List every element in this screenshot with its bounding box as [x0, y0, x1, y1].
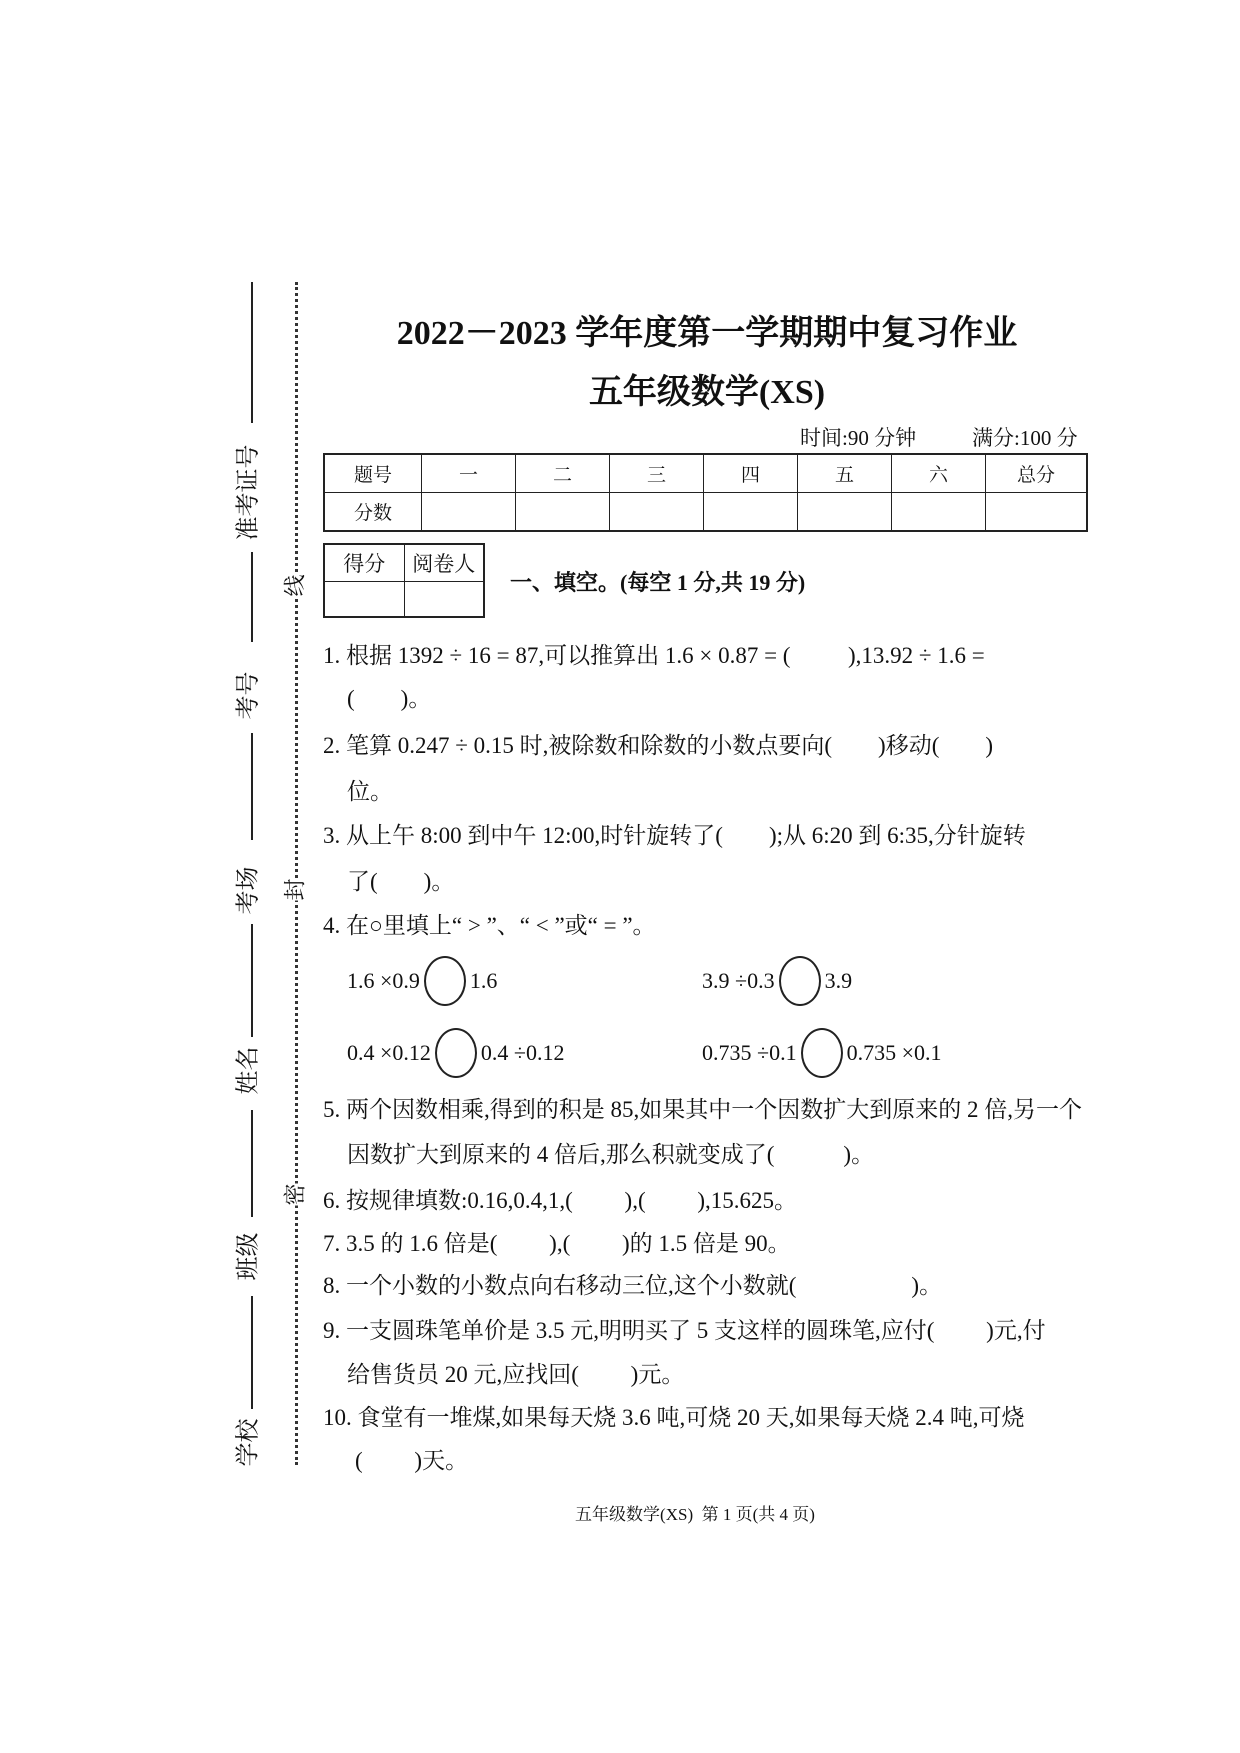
label-exam-id: 准考证号: [235, 444, 262, 541]
comparison-item: [347, 1028, 565, 1078]
header-cell: 二: [516, 454, 610, 493]
header-cell: 一: [422, 454, 516, 493]
question-7: 7. 3.5 的 1.6 倍是( ),( )的 1.5 倍是 90。: [323, 1231, 791, 1256]
question-10: 10. 食堂有一堆煤,如果每天烧 3.6 吨,可烧 20 天,如果每天烧 2.4 吨,可烧: [323, 1405, 1025, 1430]
score-cell[interactable]: [892, 493, 986, 532]
grader-score-cell[interactable]: [324, 581, 404, 617]
label-exam-room: 考场: [235, 866, 262, 915]
header-cell: 四: [704, 454, 798, 493]
seal-char-seal: 封: [279, 878, 310, 900]
exam-time: 时间:90 分钟: [800, 426, 917, 450]
header-cell: 五: [798, 454, 892, 493]
score-cell[interactable]: [704, 493, 798, 532]
comparison-left: 0.4 ×0.12: [347, 1040, 431, 1065]
answer-circle[interactable]: [801, 1028, 843, 1078]
question-2: 2. 笔算 0.247 ÷ 0.15 时,被除数和除数的小数点要向( )移动( ): [323, 733, 994, 758]
comparison-item: [347, 956, 497, 1006]
label-class: 班级: [235, 1232, 262, 1281]
section-heading: 一、填空。(每空 1 分,共 19 分): [510, 570, 806, 595]
question-1: 1. 根据 1392 ÷ 16 = 87,可以推算出 1.6 × 0.87 = ( ),13.92 ÷ 1.6 =: [323, 643, 985, 668]
full-score: 满分:100 分: [972, 426, 1078, 450]
label-name: 姓名: [235, 1046, 262, 1095]
seal-char-secret: 密: [279, 1183, 310, 1205]
seal-dotted-line: [295, 282, 298, 1465]
comparison-right: 0.735 ×0.1: [846, 1040, 942, 1065]
answer-circle[interactable]: [779, 956, 821, 1006]
grader-score-label: 得分: [324, 544, 404, 581]
exam-subtitle: 五年级数学(XS): [588, 374, 826, 411]
score-cell[interactable]: [422, 493, 516, 532]
margin-line: [251, 552, 253, 642]
comparison-item: [702, 1028, 942, 1078]
row-label: 分数: [324, 493, 422, 532]
score-table: [323, 453, 1088, 532]
question-9-cont: 给售货员 20 元,应找回( )元。: [347, 1362, 685, 1387]
grader-name-label: 阅卷人: [404, 544, 484, 581]
question-3-cont: 了( )。: [347, 869, 455, 894]
question-8: 8. 一个小数的小数点向右移动三位,这个小数就( )。: [323, 1273, 943, 1298]
grader-name-cell[interactable]: [404, 581, 484, 617]
header-cell: 三: [610, 454, 704, 493]
margin-line: [251, 1110, 253, 1217]
grader-box: [323, 543, 485, 618]
score-cell[interactable]: [610, 493, 704, 532]
seal-char-line: 线: [279, 574, 310, 596]
question-10-cont: ( )天。: [355, 1448, 469, 1473]
comparison-right: 0.4 ÷0.12: [480, 1040, 565, 1065]
answer-circle[interactable]: [424, 956, 466, 1006]
comparison-right: 1.6: [469, 968, 498, 993]
comparison-left: 1.6 ×0.9: [347, 968, 420, 993]
score-cell[interactable]: [798, 493, 892, 532]
comparison-left: 0.735 ÷0.1: [702, 1040, 797, 1065]
score-cell[interactable]: [516, 493, 610, 532]
label-exam-number: 考号: [235, 671, 262, 720]
header-cell: 题号: [324, 454, 422, 493]
question-5-cont: 因数扩大到原来的 4 倍后,那么积就变成了( )。: [347, 1142, 875, 1167]
header-cell: 总分: [986, 454, 1088, 493]
score-cell[interactable]: [986, 493, 1088, 532]
header-cell: 六: [892, 454, 986, 493]
question-5: 5. 两个因数相乘,得到的积是 85,如果其中一个因数扩大到原来的 2 倍,另一个: [323, 1097, 1082, 1122]
question-1-cont: ( )。: [347, 686, 432, 711]
question-3: 3. 从上午 8:00 到中午 12:00,时针旋转了( );从 6:20 到 6:35,分针旋转: [323, 823, 1026, 848]
question-9: 9. 一支圆珠笔单价是 3.5 元,明明买了 5 支这样的圆珠笔,应付( )元,付: [323, 1318, 1046, 1343]
answer-circle[interactable]: [435, 1028, 477, 1078]
comparison-item: [702, 956, 852, 1006]
exam-title: 2022－2023 学年度第一学期期中复习作业: [396, 315, 1018, 352]
comparison-right: 3.9: [824, 968, 853, 993]
question-4: 4. 在○里填上“ > ”、“ < ”或“ = ”。: [323, 913, 656, 938]
question-2-cont: 位。: [347, 779, 393, 804]
margin-line: [251, 733, 253, 840]
label-school: 学校: [235, 1418, 262, 1467]
question-6: 6. 按规律填数:0.16,0.4,1,( ),( ),15.625。: [323, 1188, 798, 1213]
comparison-left: 3.9 ÷0.3: [702, 968, 775, 993]
page-footer: 五年级数学(XS) 第 1 页(共 4 页): [575, 1505, 815, 1524]
